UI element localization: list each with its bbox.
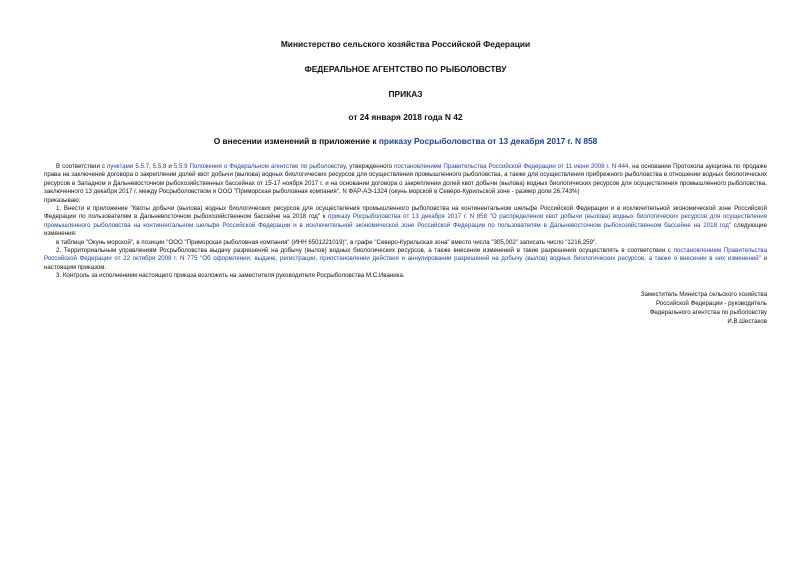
item-1-text-2: следующие изменения: — [44, 221, 768, 238]
document-body — [44, 163, 767, 281]
preamble-paragraph — [44, 163, 767, 197]
agency-heading: ФЕДЕРАЛЬНОЕ АГЕНТСТВО ПО РЫБОЛОВСТВУ — [304, 64, 507, 74]
item-3-paragraph: 3. Контроль за исполнением настоящего приказа возложить на заместителя руководителя Росрыболовства М.С.Иваника. — [56, 272, 405, 280]
link-punkt-558[interactable]: 5.5.8 — [152, 163, 167, 170]
preamble-text-4: , утвержденного — [345, 163, 395, 170]
link-punkt-559-regulation[interactable]: 5.5.9 Положения о Федеральном агентстве по рыболовству — [173, 163, 346, 170]
signature-line-3: Федерального агентства по рыболовству — [649, 308, 767, 316]
link-government-resolution-775[interactable]: постановлением Правительства Российской Федерации от 22 октября 2008 г. N 775 "Об оформлении, выдаче, регистрации, приостановлении действия и аннулировании разрешений на добычу (вылов) водных биологических ресурсов, а также о внесении в них изменений" — [44, 247, 767, 263]
preamble-text-1: В соответствии с — [56, 163, 107, 170]
preamble-text-3: и — [166, 163, 174, 170]
doc-type-heading: ПРИКАЗ — [388, 89, 423, 99]
date-number-heading: от 24 января 2018 года N 42 — [348, 112, 463, 122]
item-2-text-2: и настоящим приказом. — [44, 255, 767, 271]
link-government-resolution-444[interactable]: постановлением Правительства Российской Федерации от 11 июня 2008 г. N 444 — [394, 163, 629, 170]
preamble-text-2: , — [149, 163, 153, 170]
signature-line-1: Заместитель Министра сельского хозяйства — [640, 290, 767, 298]
document-title — [44, 136, 767, 146]
item-2-text-1: 2. Территориальным управлениям Росрыболовства выдачу разрешений на добычу (вылов) водных биологических ресурсов, а также внесение изменений в такие разрешения осуществлять в соответствии с — [56, 247, 674, 255]
signature-block — [44, 290, 767, 326]
item-1-paragraph — [44, 205, 767, 239]
signature-name: И.В.Шестаков — [727, 317, 767, 325]
link-punkt-557[interactable]: пунктами 5.5.7 — [106, 163, 150, 170]
ministry-heading: Министерство сельского хозяйства Российской Федерации — [280, 39, 531, 49]
preamble-text-5: , на основании Протокола аукциона по продаже права на заключение договора о закреплении долей квот добычи (вылова) водных биологических ресурсов для осуществления промышленного рыболовства, а также для осуществления прибрежного рыболовства в отношении водных биологических ресурсов в Западном и Дальневосточном рыбохозяйственных бассейнах от 15-17 ноября 2017 г. и на основании договора о закреплении долей квот добычи (вылова) водных биологических ресурсов для осуществления промышленного рыболовства, заключенного 13 декабря 2017 г. между Росрыболовством и ООО "Приморская рыболовная компания", N ФАР-АЭ-1324 (окунь морской в Северо-Курильской зоне - размер доли 26,743%) — [44, 163, 767, 196]
item-1-change-paragraph: в таблице "Окунь морской", в позиции "ООО "Приморская рыболовная компания" (ИНН 6501221019)", в графе "Северо-Курильская зона" вместо числа "305,002" записать число "1216,259". — [56, 238, 597, 246]
title-order-link[interactable]: приказу Росрыболовства от 13 декабря 2017 г. N 858 — [378, 136, 598, 146]
signature-line-2: Российской Федерации - руководитель — [655, 299, 767, 307]
title-prefix: О внесении изменений в приложение к — [213, 136, 379, 146]
item-1-text-1: 1. Внести в приложение "Квоты добычи (вылова) водных биологических ресурсов для осуществления промышленного рыболовства на континентальном шельфе Российской Федерации и в исключительной экономической зоне Российской Федерации по пользователям в Дальневосточном рыбохозяйственном бассейне на 2018 год" к — [44, 205, 767, 221]
item-2-paragraph — [44, 247, 767, 272]
order-word: приказываю: — [44, 196, 81, 204]
link-order-858[interactable]: приказу Росрыболовства от 13 декабря 2017 г. N 858 "О распределении квот добычи (вылова) водных биологических ресурсов для осуществления промышленного рыболовства на континентальном шельфе Российской Федерации и в исключительной экономической зоне Российской Федерации по пользователям в Дальневосточном рыбохозяйственном бассейне на 2018 год" — [44, 213, 767, 229]
